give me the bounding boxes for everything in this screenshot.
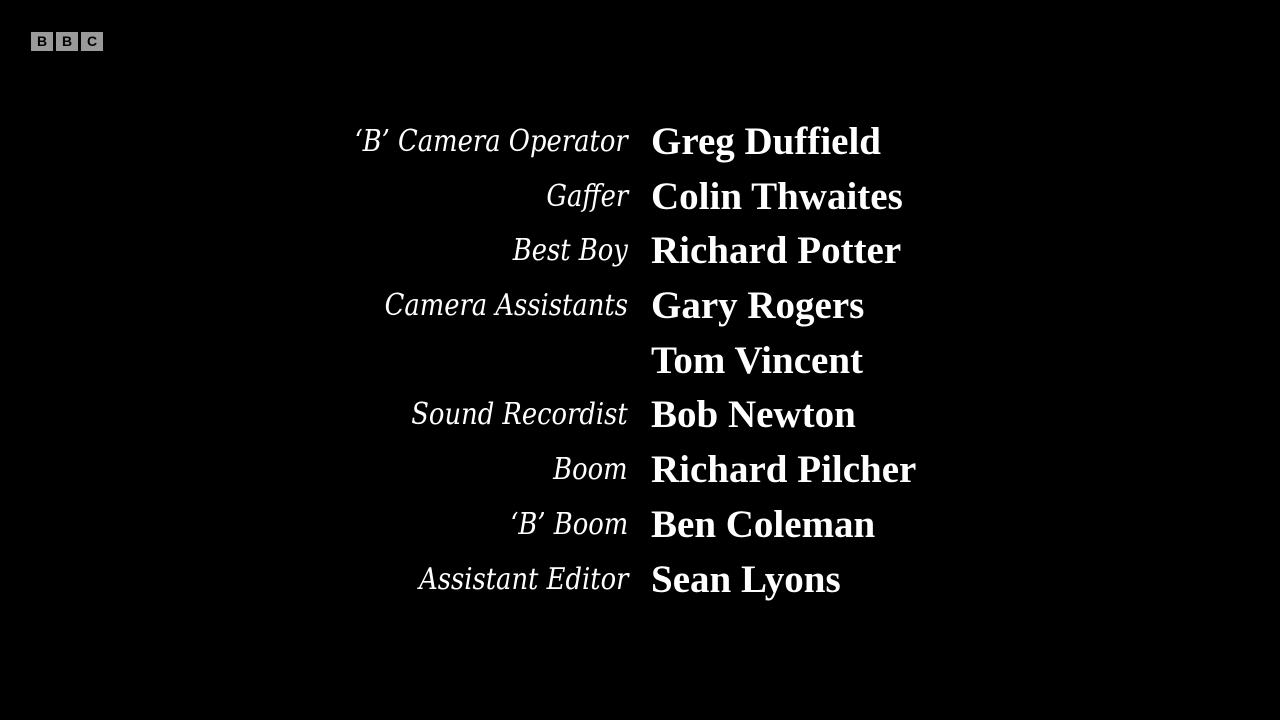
credit-row (0, 281, 1280, 336)
credit-name: Bob Newton (651, 393, 856, 437)
credits-list (0, 117, 1280, 609)
credit-role: Best Boy (512, 233, 628, 269)
credit-row (0, 445, 1280, 500)
credit-name: Tom Vincent (651, 338, 864, 382)
credit-row (0, 390, 1280, 445)
bbc-logo-block-1: B (31, 32, 53, 51)
bbc-logo (31, 32, 103, 51)
credit-row (0, 172, 1280, 227)
credit-name: Gary Rogers (651, 284, 865, 328)
credit-role: Camera Assistants (384, 288, 628, 324)
credit-role: Sound Recordist (411, 397, 628, 433)
credit-role: Assistant Editor (418, 561, 628, 597)
credit-row (0, 500, 1280, 555)
credit-row (0, 336, 1280, 391)
credit-name: Greg Duffield (651, 120, 882, 163)
credit-role: ‘B’ Boom (509, 506, 628, 542)
credit-name: Sean Lyons (651, 557, 841, 601)
credit-row (0, 226, 1280, 281)
credit-name: Richard Potter (651, 229, 902, 273)
credit-role: ‘B’ Camera Operator (354, 124, 628, 159)
bbc-logo-block-3: C (81, 32, 103, 51)
bbc-logo-block-2: B (56, 32, 78, 51)
credit-name: Richard Pilcher (651, 448, 917, 492)
credit-name: Ben Coleman (651, 502, 876, 546)
credit-name: Colin Thwaites (651, 174, 903, 218)
credit-role: Boom (553, 452, 628, 488)
credit-row (0, 117, 1280, 172)
credit-role: Gaffer (546, 178, 628, 214)
credit-row (0, 555, 1280, 610)
